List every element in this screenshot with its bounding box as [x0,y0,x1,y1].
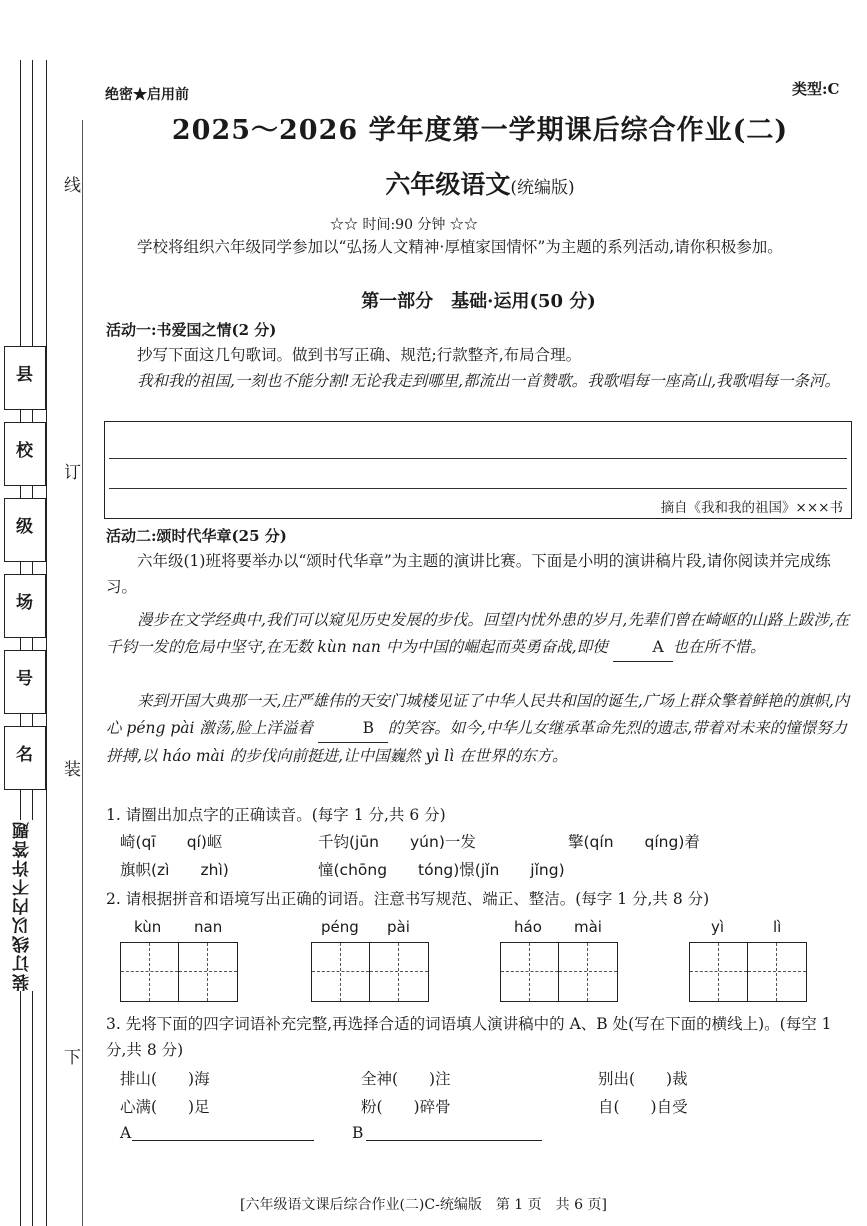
answer-a-line[interactable] [132,1140,314,1141]
pinyin-syllable: yì [711,918,725,936]
writing-line [109,488,847,489]
blank-a-label: A [652,638,664,656]
question-three-stem: 3. 先将下面的四字词语补充完整,再选择合适的词语填人演讲稿中的 A、B 处(写在下面的横线上)。(每空 1 分,共 8 分) [106,1015,832,1059]
subject-title [130,165,830,201]
grid-cell[interactable] [559,943,617,1001]
song-lyrics: 我和我的祖国,一刻也不能分割!无论我走到哪里,都流出一首赞歌。我歌唱每一座高山,我歌唱每一条河。 [137,372,841,390]
character-grid[interactable] [311,942,429,1002]
pinyin-syllable: péng [321,918,359,936]
paper-type: 类型:C [792,80,840,98]
binding-word-zhuang: 装 [64,752,81,783]
grid-cell[interactable] [690,943,748,1001]
confidential-mark: 绝密★启用前 [105,87,189,103]
no-answer-zone-note: 装订线以内不许答题 [10,820,35,991]
activity-two-title: 活动二:颂时代华章(25 分) [106,527,287,545]
copy-writing-area[interactable] [104,421,852,519]
activity-two-intro: 六年级(1)班将要举办以“颂时代华章”为主题的演讲比赛。下面是小明的演讲稿片段,请你阅读并完成练习。 [106,552,831,596]
grid-cell[interactable] [370,943,428,1001]
blank-b[interactable] [318,715,388,743]
pinyin-syllable: kùn [134,918,162,936]
answer-a-label: A [120,1124,132,1142]
lyrics-source: 摘自《我和我的祖国》×××书 [660,500,843,516]
speech-paragraph-two [106,688,851,770]
grid-cell[interactable] [501,943,559,1001]
county-label: 县 [16,365,33,385]
school-label: 校 [16,441,33,461]
grid-cell[interactable] [748,943,806,1001]
speech-p2-text-b: 的笑容。如今,中华儿女继承革命先烈的遗志,带着对未来的憧憬努力拼搏,以 háo mài 的步伐向前挺进,让中国巍然 yì lì 在世界的东方。 [106,719,848,765]
idiom-blank[interactable]: 粉( )碎骨 [361,1098,451,1116]
character-grid[interactable] [500,942,618,1002]
idiom-blank[interactable]: 心满( )足 [120,1098,210,1116]
speech-paragraph-one [106,607,851,662]
q1-option[interactable]: 旗帜(zì zhì) [120,861,229,879]
pinyin-syllable: nan [194,918,223,936]
pinyin-syllable: pài [387,918,410,936]
grid-cell[interactable] [179,943,237,1001]
exam-room-label: 场 [16,593,33,613]
grid-cell[interactable] [312,943,370,1001]
binding-word-xia: 下 [64,1040,81,1071]
binding-word-ding: 订 [64,455,81,486]
idiom-blank[interactable]: 排山( )海 [120,1070,210,1088]
idiom-blank[interactable]: 全神( )注 [361,1070,451,1088]
pinyin-syllable: lì [773,918,782,936]
writing-line [109,458,847,459]
q1-option[interactable]: 擎(qín qíng)着 [568,833,700,851]
binding-line-mid [32,60,33,1226]
pinyin-syllable: háo [514,918,542,936]
class-label: 级 [16,517,33,537]
answer-b-label: B [352,1124,364,1142]
blank-b-label: B [362,719,374,737]
q1-option[interactable]: 千钧(jūn yún)一发 [318,833,476,851]
cut-line [82,120,83,1226]
page-footer: [六年级语文课后综合作业(二)C-统编版 第 1 页 共 6 页] [240,1197,607,1213]
speech-p1-end: 也在所不惜。 [672,638,766,656]
binding-word-xian: 线 [64,168,81,199]
part-one-heading: 第一部分 基础·运用(50 分) [361,291,596,312]
idiom-blank[interactable]: 自( )自受 [598,1098,688,1116]
pinyin-syllable: mài [574,918,602,936]
answer-b-line[interactable] [366,1140,542,1141]
edition-label: (统编版) [510,178,575,198]
question-two-stem: 2. 请根据拼音和语境写出正确的词语。注意书写规范、端正、整洁。(每字 1 分,共 8 分) [106,890,710,908]
binding-line-inner [46,60,47,1226]
idiom-blank[interactable]: 别出( )裁 [598,1070,688,1088]
grid-cell[interactable] [121,943,179,1001]
activity-one-title: 活动一:书爱国之情(2 分) [106,321,277,339]
blank-a[interactable] [613,634,673,662]
q1-option[interactable]: 憧(chōng tóng)憬(jǐn jǐng) [318,861,565,879]
question-one-stem: 1. 请圈出加点字的正确读音。(每字 1 分,共 6 分) [106,806,446,824]
subject-name: 六年级语文 [385,170,511,199]
speech-p2-text-a: 来到开国大典那一天,庄严雄伟的天安门城楼见证了中华人民共和国的诞生,广场上群众擎着鲜艳的旗帜,内心 péng pài 激荡,脸上洋溢着 [106,692,850,737]
time-limit: ☆☆ 时间:90 分钟 ☆☆ [330,217,478,233]
binding-line-outer [20,60,21,1226]
seat-number-label: 号 [16,669,33,689]
activity-one-instruction: 抄写下面这几句歌词。做到书写正确、规范;行款整齐,布局合理。 [137,346,582,364]
exam-title: 2025～2026 学年度第一学期课后综合作业(二) [171,115,789,146]
intro-paragraph: 学校将组织六年级同学参加以“弘扬人文精神·厚植家国情怀”为主题的系列活动,请你积极参加。 [137,238,783,256]
character-grid[interactable] [689,942,807,1002]
speech-p1-text: 漫步在文学经典中,我们可以窥见历史发展的步伐。回望内忧外患的岁月,先辈们曾在崎岖的山路上跋涉,在千钧一发的危局中坚守,在无数 kùn nan 中为中国的崛起而英勇奋战,即使 [106,611,850,656]
q1-option[interactable]: 崎(qī qí)岖 [120,833,223,851]
name-label: 名 [16,745,33,765]
character-grid[interactable] [120,942,238,1002]
